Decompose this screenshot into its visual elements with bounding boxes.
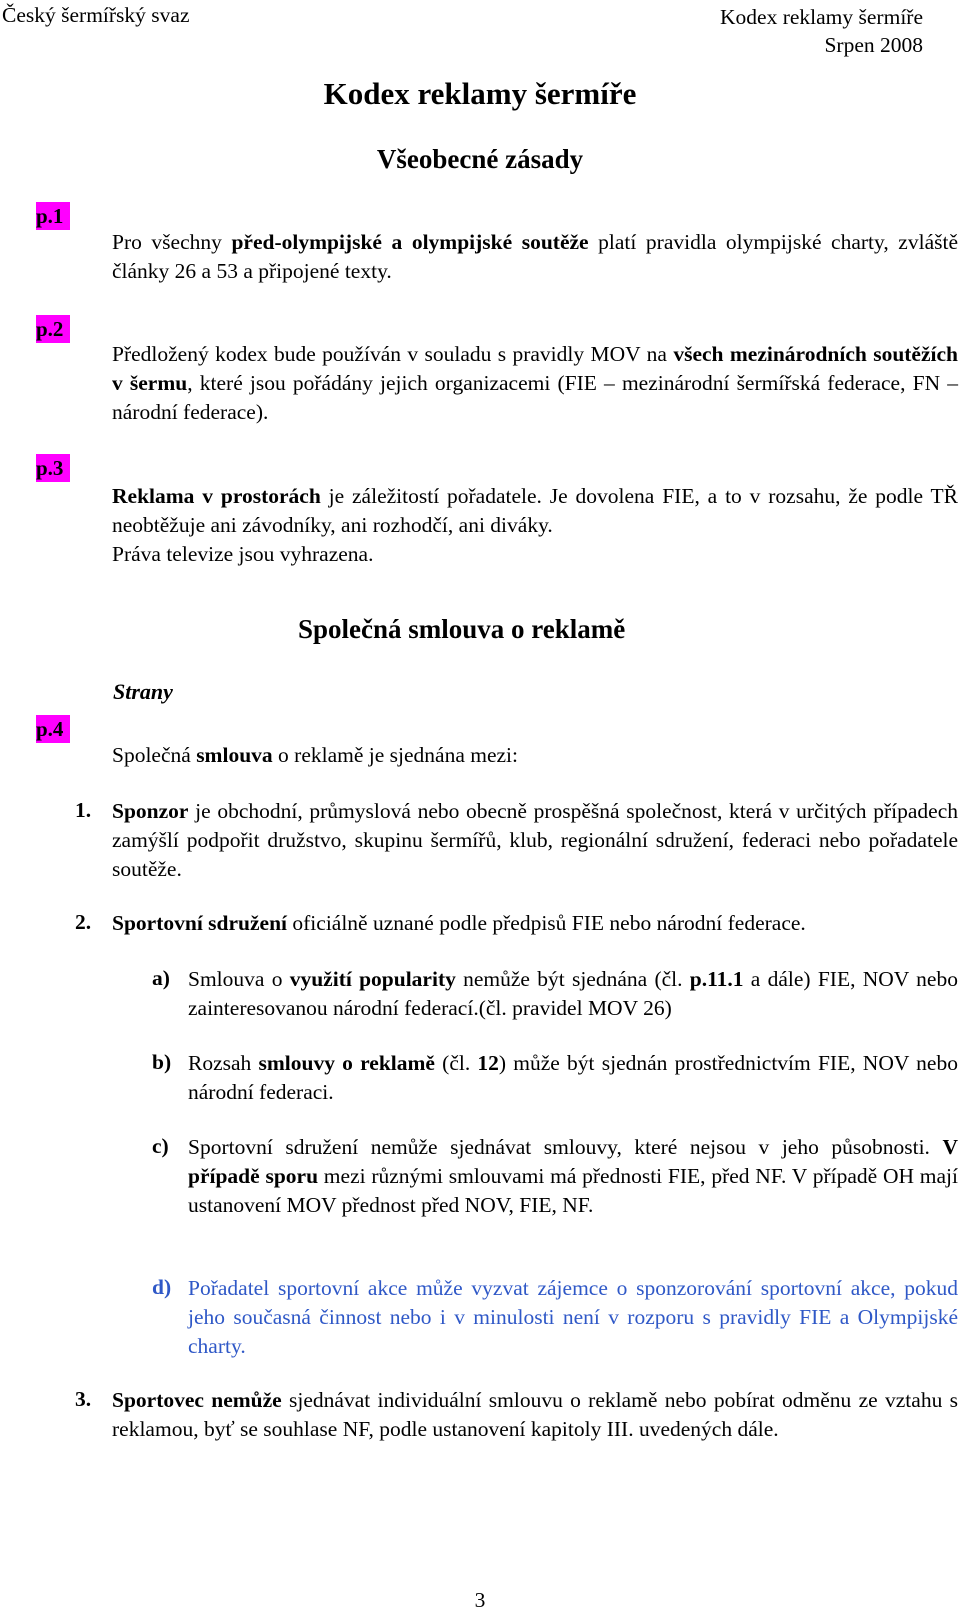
paragraph-p1 bbox=[112, 228, 958, 286]
p1-text-a: Pro všechny bbox=[112, 230, 232, 254]
p4-text-a: Společná bbox=[112, 743, 197, 767]
p3-text-bold: Reklama v prostorách bbox=[112, 484, 321, 508]
suba-b2: p.11.1 bbox=[689, 967, 744, 991]
header-organization: Český šermířský svaz bbox=[2, 3, 190, 27]
p4-text-bold: smlouva bbox=[196, 743, 273, 767]
p1-text-c: platí pravidla olympijské charty, zvláště články 26 a 53 a připojené texty. bbox=[112, 230, 958, 283]
subitem-b bbox=[188, 1049, 958, 1107]
subc-t2: mezi různými smlouvami má přednosti FIE, před NF. V případě OH mají ustanovení MOV přednost před NOV, FIE, NF. bbox=[188, 1164, 958, 1217]
list-item-1 bbox=[112, 797, 958, 884]
subc-t1: Sportovní sdružení nemůže sjednávat smlouvy, které nejsou v jeho působnosti. bbox=[188, 1135, 943, 1159]
item2-text: oficiálně uznané podle předpisů FIE nebo národní federace. bbox=[287, 911, 806, 935]
subb-b1: smlouvy o reklamě bbox=[258, 1051, 435, 1075]
list-item-3 bbox=[112, 1386, 958, 1444]
page-number: 3 bbox=[474, 1588, 486, 1612]
item1-text: je obchodní, průmyslová nebo obecně prospěšná společnost, která v určitých případech zamýšlí podpořit družstvo, skupinu šermířů, klub, regionální sdružení, federaci nebo pořadatele soutěže. bbox=[112, 799, 958, 881]
header-right bbox=[720, 3, 923, 59]
subitem-label-d: d) bbox=[152, 1275, 172, 1299]
section-title-general: Všeobecné zásady bbox=[376, 144, 584, 174]
item3-bold: Sportovec nemůže bbox=[112, 1388, 282, 1412]
p3-text-c: Práva televize jsou vyhrazena. bbox=[112, 542, 374, 566]
subb-t3: ) může být sjednán prostřednictvím FIE, NOV nebo národní federaci. bbox=[188, 1051, 958, 1104]
suba-b1: využití popularity bbox=[289, 967, 456, 991]
suba-t2: nemůže být sjednána (čl. bbox=[455, 967, 690, 991]
section-title-contract: Společná smlouva o reklamě bbox=[298, 614, 626, 644]
list-item-number-2: 2. bbox=[75, 910, 92, 934]
header-doc-title: Kodex reklamy šermíře bbox=[720, 5, 923, 29]
subheading-strany: Strany bbox=[113, 679, 173, 704]
p2-text-bold: všech mezinárodních soutěžích v šermu bbox=[112, 342, 958, 395]
subitem-a bbox=[188, 965, 958, 1023]
p2-text-c: , které jsou pořádány jejich organizacemi (FIE – mezinárodní šermířská federace, FN – národní federace). bbox=[112, 371, 959, 424]
suba-t3: a dále) FIE, NOV nebo zainteresovanou národní federací.(čl. pravidel MOV 26) bbox=[188, 967, 958, 1020]
subc-b1: V případě sporu bbox=[188, 1135, 958, 1188]
subb-t2: (čl. bbox=[434, 1051, 478, 1075]
subitem-c bbox=[188, 1133, 958, 1220]
suba-t1: Smlouva o bbox=[188, 967, 290, 991]
subb-t1: Rozsah bbox=[188, 1051, 259, 1075]
list-item-2 bbox=[112, 909, 958, 938]
list-item-number-3: 3. bbox=[75, 1387, 92, 1411]
paragraph-marker-p4: p.4 bbox=[36, 715, 70, 743]
p2-text-a: Předložený kodex bude používán v souladu s pravidly MOV na bbox=[112, 342, 674, 366]
p4-text-c: o reklamě je sjednána mezi: bbox=[272, 743, 519, 767]
item3-text: sjednávat individuální smlouvu o reklamě nebo pobírat odměnu ze vztahu s reklamou, byť se souhlase NF, podle ustanovení kapitoly III. uvedených dále. bbox=[112, 1388, 958, 1441]
subitem-label-a: a) bbox=[152, 966, 170, 990]
p3-text-a: je záležitostí pořadatele. Je dovolena FIE, a to v rozsahu, že podle TŘ neobtěžuje ani závodníky, ani rozhodčí, ani diváky. bbox=[112, 484, 958, 537]
item1-bold: Sponzor bbox=[112, 799, 189, 823]
subb-b2: 12 bbox=[477, 1051, 499, 1075]
subitem-label-c: c) bbox=[152, 1134, 169, 1158]
item2-bold: Sportovní sdružení bbox=[112, 911, 288, 935]
subd-t1: Pořadatel sportovní akce může vyzvat zájemce o sponzorování sportovní akce, pokud jeho současná činnost nebo i v minulosti není v rozporu s pravidly FIE a Olympijské charty. bbox=[188, 1276, 958, 1358]
paragraph-p3 bbox=[112, 482, 958, 569]
p1-text-bold: před-olympijské a olympijské soutěže bbox=[231, 230, 589, 254]
header-date: Srpen 2008 bbox=[824, 33, 923, 57]
paragraph-p4 bbox=[112, 741, 958, 770]
paragraph-marker-p2: p.2 bbox=[36, 315, 70, 343]
subitem-label-b: b) bbox=[152, 1050, 172, 1074]
subitem-d bbox=[188, 1274, 958, 1361]
page-title: Kodex reklamy šermíře bbox=[323, 76, 637, 111]
paragraph-marker-p3: p.3 bbox=[36, 454, 70, 482]
paragraph-p2 bbox=[112, 340, 958, 427]
paragraph-marker-p1: p.1 bbox=[36, 202, 70, 230]
list-item-number-1: 1. bbox=[75, 798, 92, 822]
